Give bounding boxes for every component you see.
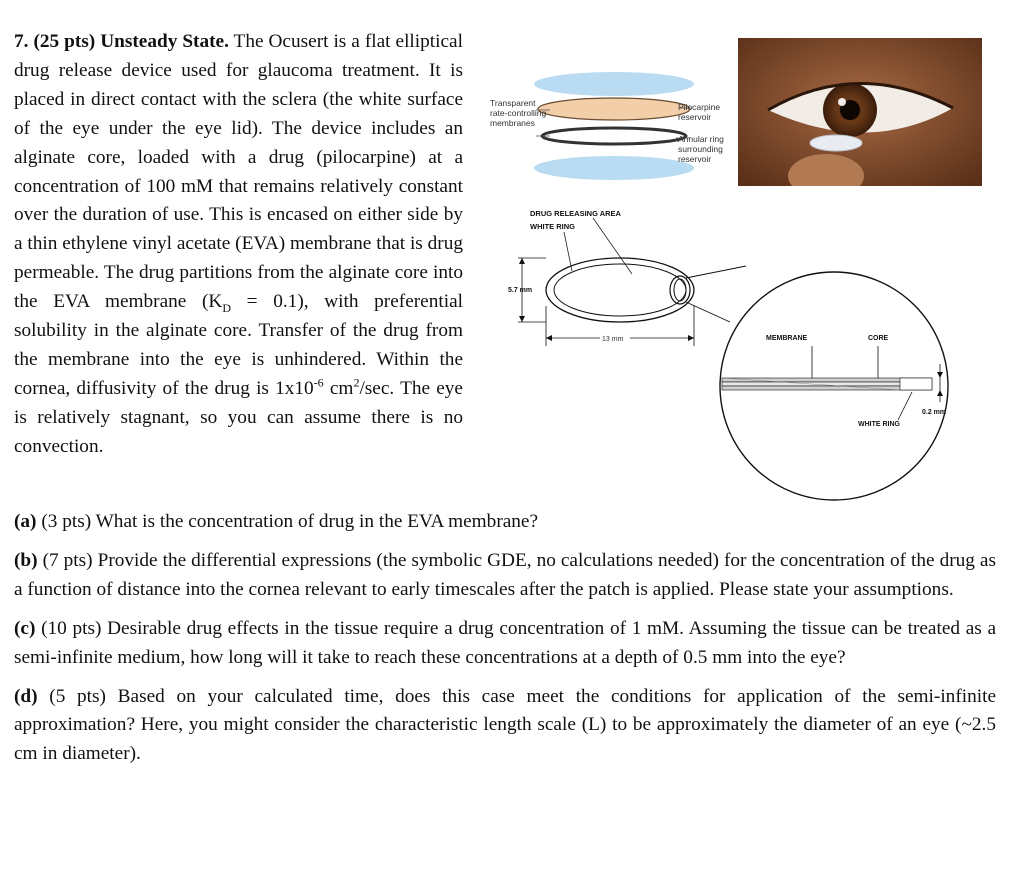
question-points: (7 pts)	[42, 549, 93, 571]
question-a	[14, 508, 996, 537]
problem-title: Unsteady State.	[100, 31, 229, 52]
question-points: (5 pts)	[49, 685, 106, 707]
left-label-2: rate-controlling	[490, 108, 547, 118]
height-dimension: 5.7 mm	[508, 287, 533, 294]
device-figure	[500, 196, 1020, 510]
intro-text-c: cm	[323, 377, 354, 399]
question-label: (d)	[14, 685, 38, 707]
question-text: Desirable drug effects in the tissue require a drug concentration of 1 mM. Assuming the tissue can be treated as a semi-infinite medium, how long will it take to reach these concentrations at a depth of 0.5 mm into the eye?	[14, 617, 997, 668]
intro-text-b: = 0.1), with preferential solubility in the alginate core. Transfer of the drug from the membrane into the eye is unhindered. Within the cornea, diffusivity of the drug is 1x10	[14, 291, 464, 399]
drug-releasing-area-label: DRUG RELEASING AREA	[530, 209, 621, 218]
thickness-dimension: 0.2 mm	[922, 409, 947, 416]
question-d	[14, 683, 996, 770]
question-label: (c)	[14, 617, 36, 639]
question-text: What is the concentration of drug in the EVA membrane?	[95, 511, 539, 532]
question-points: (3 pts)	[41, 511, 92, 532]
questions	[14, 508, 996, 779]
question-label: (b)	[14, 549, 38, 571]
intro-text-d: /sec. The eye is relatively stagnant, so you can assume there is no convection.	[14, 377, 463, 457]
annular-ring	[542, 128, 686, 144]
bottom-membrane	[534, 156, 694, 180]
question-label: (a)	[14, 511, 37, 532]
exponent: -6	[313, 375, 324, 390]
device-outer	[546, 258, 694, 322]
top-membrane	[534, 72, 694, 96]
right-label-2a: Annular ring	[678, 134, 724, 144]
intro-text-a: The Ocusert is a flat elliptical drug release device used for glaucoma treatment. It is placed in direct contact with the sclera (the white surface of the eye under the eye lid). The device includes an alginate core, loaded with a drug (pilocarpine) at a concentration of 100 mM that remains relatively constant over the duration of use. This is encased on either side by a thin ethylene vinyl acetate (EVA) membrane that is drug permeable. The drug partitions from the alginate core into the EVA membrane (K	[14, 31, 463, 313]
width-dimension: 13 mm	[602, 336, 624, 343]
unit-exponent: 2	[353, 375, 360, 390]
question-points: (10 pts)	[41, 617, 102, 639]
left-label-3: membranes	[490, 118, 535, 128]
right-label-2c: reservoir	[678, 154, 712, 164]
detail-white-ring-label: WHITE RING	[858, 421, 900, 428]
white-ring-label: WHITE RING	[530, 222, 575, 231]
layers-figure	[484, 68, 734, 188]
left-label-1: Transparent	[490, 98, 536, 108]
right-label-1b: reservoir	[678, 112, 712, 122]
question-b	[14, 547, 996, 605]
problem-intro	[14, 28, 463, 462]
question-text: Based on your calculated time, does this case meet the conditions for application of the semi-infinite approximation? Here, you might consider the characteristic length scale (L) to be approximately the diameter of an eye (~2.5 cm in diameter).	[14, 685, 997, 765]
kd-subscript: D	[222, 301, 232, 316]
core-label: CORE	[868, 335, 889, 342]
problem-number: 7.	[14, 31, 29, 52]
pilocarpine-reservoir	[538, 98, 690, 120]
right-label-2b: surrounding	[678, 144, 723, 154]
device-inner	[554, 264, 686, 316]
membrane-label: MEMBRANE	[766, 335, 808, 342]
question-c	[14, 615, 996, 673]
right-label-1a: Pilocarpine	[678, 102, 721, 112]
problem-points: (25 pts)	[33, 31, 96, 52]
eye-photo	[738, 38, 982, 186]
question-text: Provide the differential expressions (the symbolic GDE, no calculations needed) for the concentration of the drug as a function of distance into the cornea relevant to early timescales after the patch is applied. Please state your assumptions.	[14, 549, 996, 600]
